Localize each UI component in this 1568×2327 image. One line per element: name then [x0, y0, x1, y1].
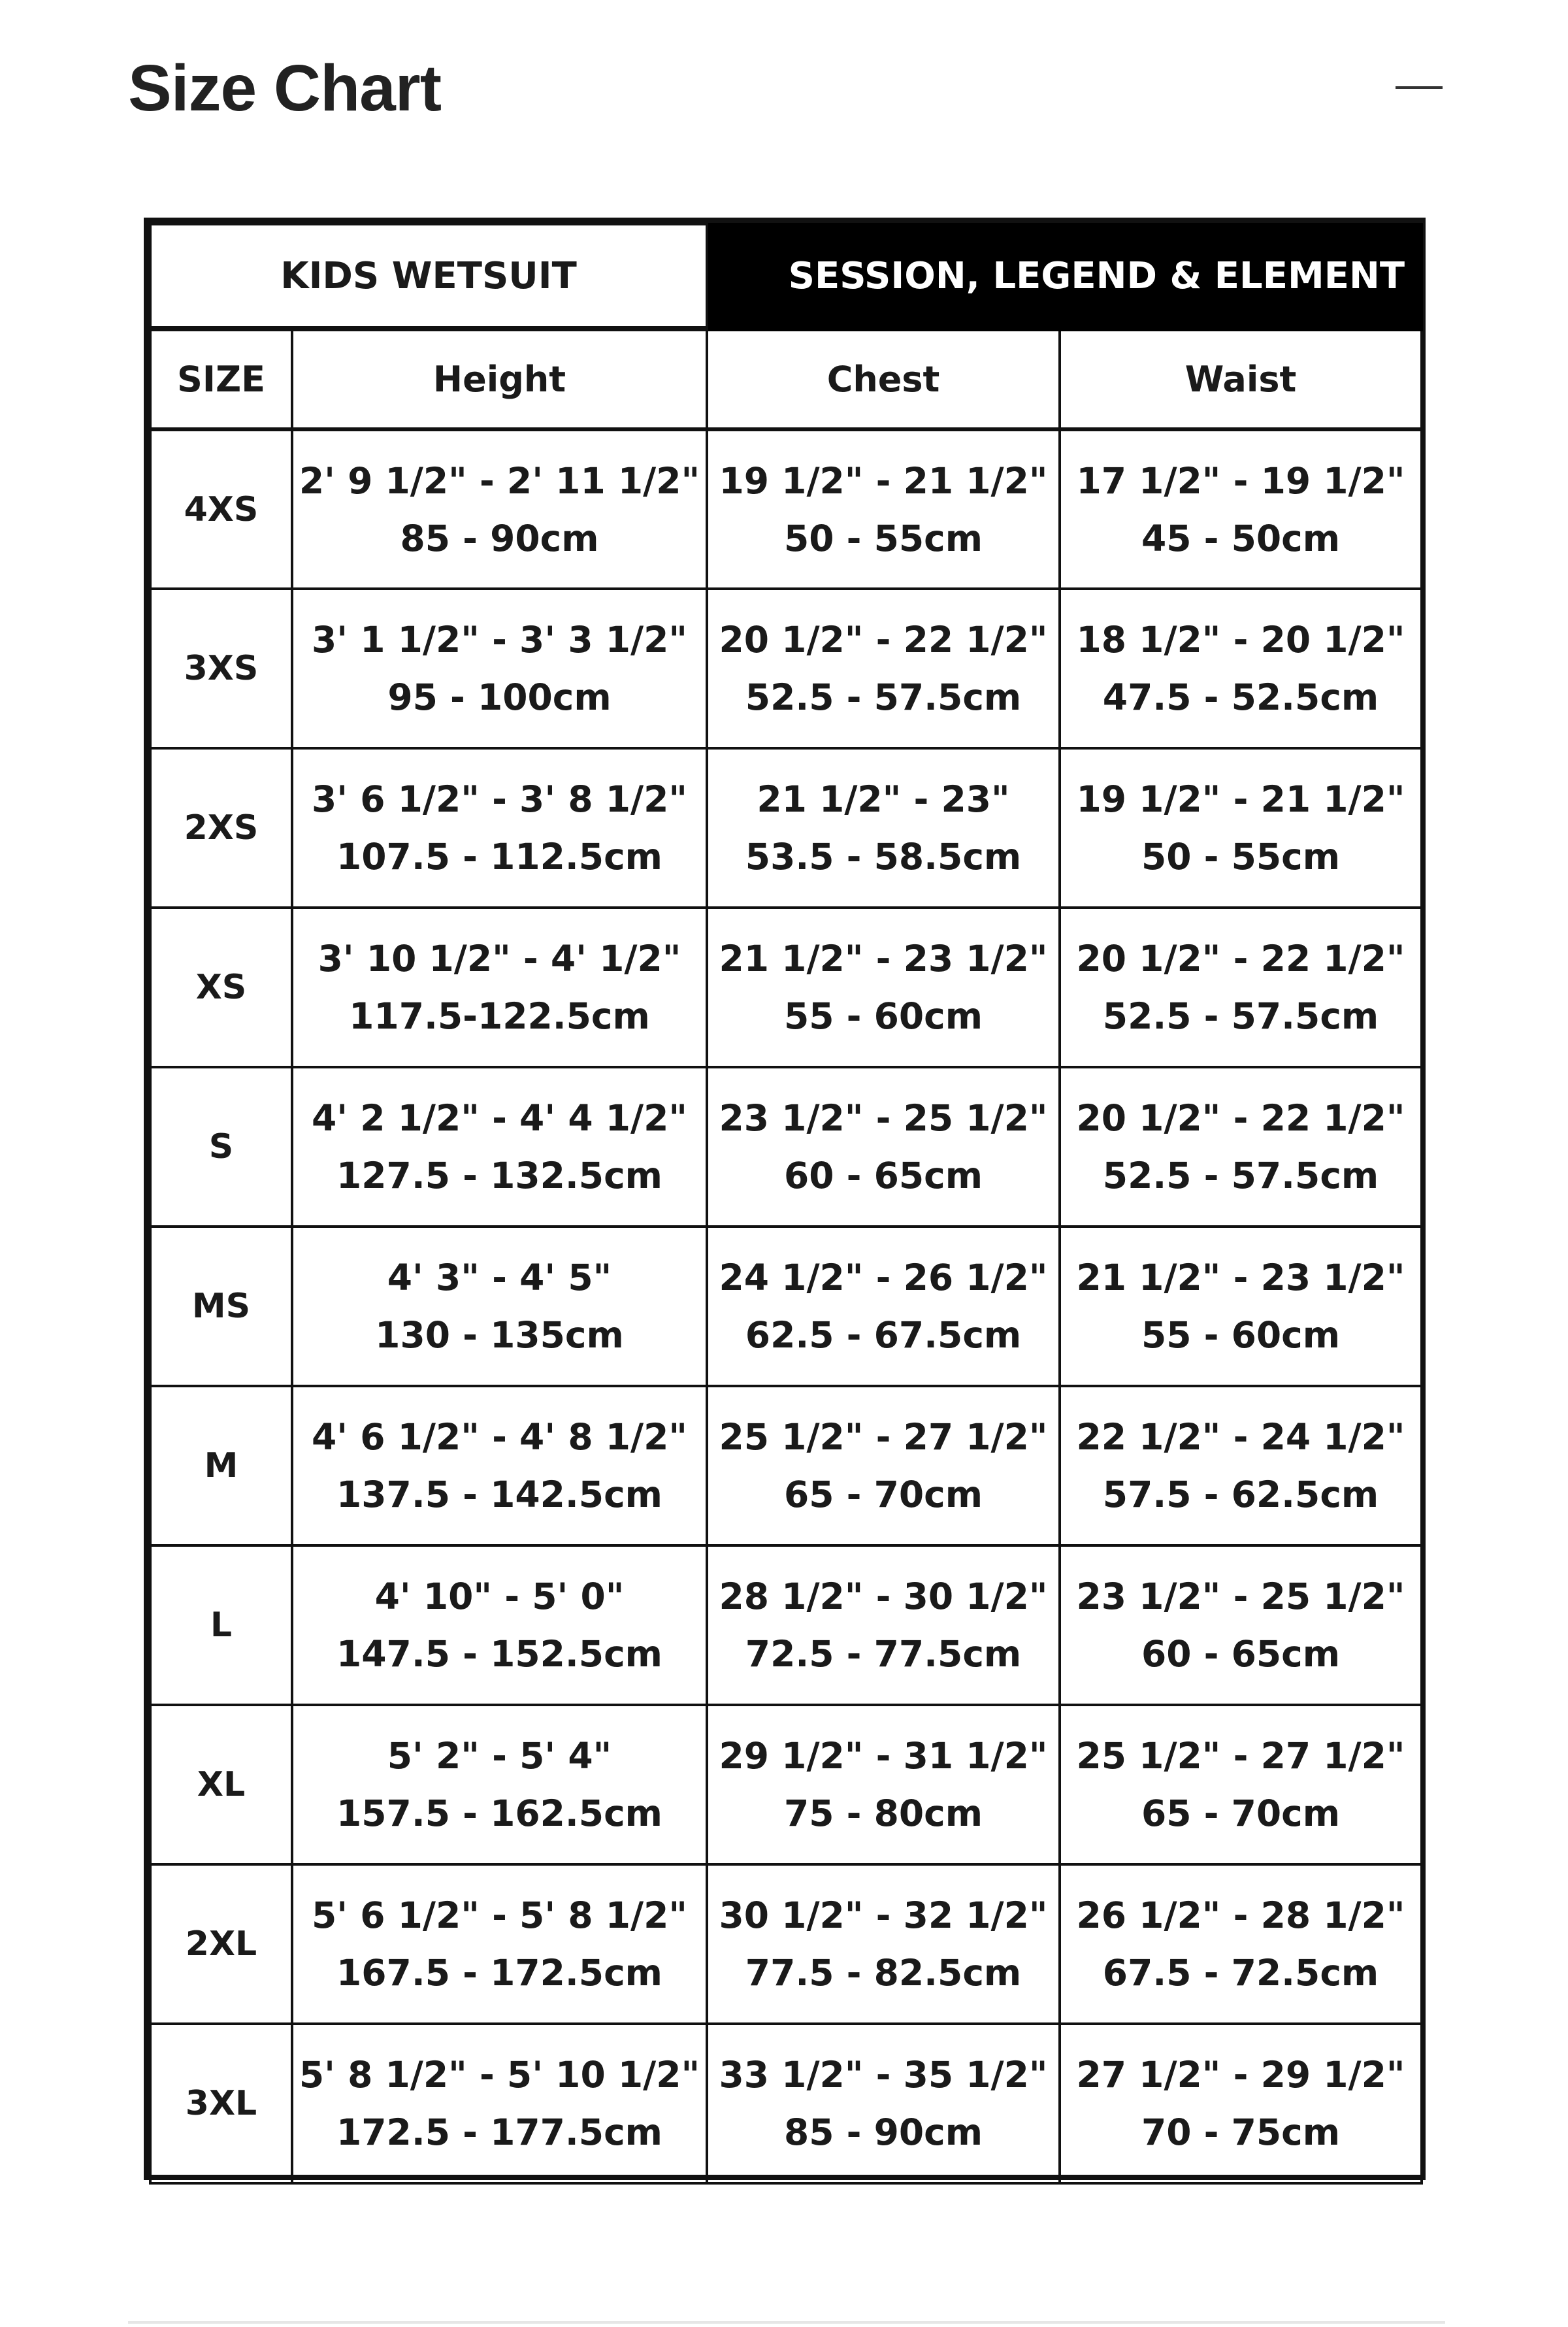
- height-cell: [292, 2024, 707, 2183]
- column-header-waist: Waist: [1060, 329, 1422, 429]
- waist-cell: [1060, 589, 1422, 748]
- chest-cell: [707, 1067, 1060, 1227]
- height-cell: [292, 1864, 707, 2024]
- chest-cell: [707, 2024, 1060, 2183]
- waist-centimeters: 52.5 - 57.5cm: [1102, 1155, 1379, 1197]
- height-centimeters: 130 - 135cm: [375, 1314, 624, 1356]
- waist-centimeters: 52.5 - 57.5cm: [1102, 995, 1379, 1037]
- chest-inches: 25 1/2" - 27 1/2": [719, 1416, 1048, 1458]
- chest-inches: 19 1/2" - 21 1/2": [719, 459, 1048, 502]
- height-centimeters: 167.5 - 172.5cm: [336, 1952, 662, 1994]
- height-inches: 4' 6 1/2" - 4' 8 1/2": [311, 1416, 688, 1458]
- waist-centimeters: 57.5 - 62.5cm: [1102, 1474, 1379, 1515]
- size-label: 4XS: [150, 429, 292, 589]
- size-label: S: [150, 1067, 292, 1227]
- chest-cell: [707, 1864, 1060, 2024]
- chest-inches: 23 1/2" - 25 1/2": [719, 1097, 1048, 1139]
- size-label: XL: [150, 1705, 292, 1864]
- chest-centimeters: 60 - 65cm: [783, 1155, 983, 1197]
- waist-centimeters: 50 - 55cm: [1141, 836, 1341, 878]
- chest-inches: 21 1/2" - 23": [757, 778, 1010, 820]
- height-inches: 5' 6 1/2" - 5' 8 1/2": [311, 1894, 688, 1936]
- height-centimeters: 157.5 - 162.5cm: [336, 1792, 662, 1834]
- chest-centimeters: 62.5 - 67.5cm: [745, 1314, 1022, 1356]
- chest-cell: [707, 908, 1060, 1067]
- chest-centimeters: 65 - 70cm: [783, 1474, 983, 1515]
- table-row: [150, 1705, 1422, 1864]
- waist-centimeters: 65 - 70cm: [1141, 1792, 1341, 1834]
- banner-product-lines: SESSION, LEGEND & ELEMENT: [707, 224, 1422, 329]
- waist-inches: 18 1/2" - 20 1/2": [1076, 619, 1405, 661]
- minus-icon: [1396, 86, 1443, 89]
- banner-kids-wetsuit: KIDS WETSUIT: [150, 224, 707, 329]
- column-header-height: Height: [292, 329, 707, 429]
- height-cell: [292, 589, 707, 748]
- height-centimeters: 117.5-122.5cm: [349, 995, 650, 1037]
- height-centimeters: 127.5 - 132.5cm: [336, 1155, 662, 1197]
- waist-inches: 21 1/2" - 23 1/2": [1076, 1257, 1405, 1298]
- waist-centimeters: 47.5 - 52.5cm: [1102, 676, 1379, 718]
- height-cell: [292, 1067, 707, 1227]
- chest-centimeters: 55 - 60cm: [783, 995, 983, 1037]
- size-label: XS: [150, 908, 292, 1067]
- waist-inches: 27 1/2" - 29 1/2": [1076, 2054, 1405, 2096]
- waist-inches: 20 1/2" - 22 1/2": [1076, 938, 1405, 980]
- height-cell: [292, 1227, 707, 1386]
- chest-inches: 30 1/2" - 32 1/2": [719, 1894, 1048, 1936]
- size-label: L: [150, 1545, 292, 1705]
- height-cell: [292, 1386, 707, 1545]
- height-inches: 4' 2 1/2" - 4' 4 1/2": [311, 1097, 688, 1139]
- chest-inches: 20 1/2" - 22 1/2": [719, 619, 1048, 661]
- height-inches: 4' 3" - 4' 5": [387, 1257, 612, 1298]
- chest-centimeters: 85 - 90cm: [783, 2111, 983, 2153]
- size-label: 3XL: [150, 2024, 292, 2183]
- column-header-size: SIZE: [150, 329, 292, 429]
- waist-cell: [1060, 1386, 1422, 1545]
- chest-cell: [707, 429, 1060, 589]
- waist-cell: [1060, 908, 1422, 1067]
- table-row: [150, 1545, 1422, 1705]
- height-inches: 2' 9 1/2" - 2' 11 1/2": [299, 459, 700, 502]
- page-title: Size Chart: [128, 52, 442, 125]
- height-cell: [292, 1705, 707, 1864]
- waist-cell: [1060, 748, 1422, 908]
- waist-cell: [1060, 2024, 1422, 2183]
- size-label: M: [150, 1386, 292, 1545]
- table-row: [150, 908, 1422, 1067]
- height-centimeters: 107.5 - 112.5cm: [336, 836, 662, 878]
- waist-cell: [1060, 1705, 1422, 1864]
- waist-inches: 17 1/2" - 19 1/2": [1076, 459, 1405, 502]
- height-cell: [292, 429, 707, 589]
- chest-inches: 24 1/2" - 26 1/2": [719, 1257, 1048, 1298]
- chest-centimeters: 50 - 55cm: [783, 517, 983, 559]
- waist-inches: 23 1/2" - 25 1/2": [1076, 1576, 1405, 1617]
- chest-cell: [707, 589, 1060, 748]
- size-label: 2XS: [150, 748, 292, 908]
- height-centimeters: 172.5 - 177.5cm: [336, 2111, 662, 2153]
- height-cell: [292, 748, 707, 908]
- size-label: MS: [150, 1227, 292, 1386]
- table-row: [150, 1067, 1422, 1227]
- table-row: [150, 748, 1422, 908]
- waist-centimeters: 45 - 50cm: [1141, 517, 1341, 559]
- waist-centimeters: 70 - 75cm: [1141, 2111, 1341, 2153]
- chest-inches: 29 1/2" - 31 1/2": [719, 1735, 1048, 1777]
- waist-centimeters: 55 - 60cm: [1141, 1314, 1341, 1356]
- size-label: 2XL: [150, 1864, 292, 2024]
- chest-inches: 28 1/2" - 30 1/2": [719, 1576, 1048, 1617]
- height-inches: 5' 2" - 5' 4": [387, 1735, 612, 1777]
- chest-centimeters: 72.5 - 77.5cm: [745, 1633, 1022, 1675]
- chest-centimeters: 77.5 - 82.5cm: [745, 1952, 1022, 1994]
- waist-cell: [1060, 1864, 1422, 2024]
- column-header-row: [150, 329, 1422, 429]
- chest-cell: [707, 1545, 1060, 1705]
- height-centimeters: 147.5 - 152.5cm: [336, 1633, 662, 1675]
- height-cell: [292, 1545, 707, 1705]
- height-inches: 5' 8 1/2" - 5' 10 1/2": [299, 2054, 700, 2096]
- chest-cell: [707, 748, 1060, 908]
- chest-cell: [707, 1227, 1060, 1386]
- chest-centimeters: 75 - 80cm: [783, 1792, 983, 1834]
- height-inches: 3' 6 1/2" - 3' 8 1/2": [311, 778, 688, 820]
- chest-inches: 33 1/2" - 35 1/2": [719, 2054, 1048, 2096]
- waist-cell: [1060, 1067, 1422, 1227]
- waist-cell: [1060, 1227, 1422, 1386]
- divider: [128, 2321, 1445, 2324]
- chest-inches: 21 1/2" - 23 1/2": [719, 938, 1048, 980]
- height-centimeters: 95 - 100cm: [387, 676, 612, 718]
- waist-cell: [1060, 1545, 1422, 1705]
- waist-centimeters: 67.5 - 72.5cm: [1102, 1952, 1379, 1994]
- banner-row: [150, 224, 1422, 329]
- height-inches: 3' 10 1/2" - 4' 1/2": [318, 938, 681, 980]
- waist-inches: 20 1/2" - 22 1/2": [1076, 1097, 1405, 1139]
- waist-inches: 25 1/2" - 27 1/2": [1076, 1735, 1405, 1777]
- table-row: [150, 1864, 1422, 2024]
- size-label: 3XS: [150, 589, 292, 748]
- height-inches: 4' 10" - 5' 0": [374, 1576, 625, 1617]
- table-row: [150, 429, 1422, 589]
- size-chart-header[interactable]: [128, 46, 1445, 131]
- waist-inches: 26 1/2" - 28 1/2": [1076, 1894, 1405, 1936]
- table-row: [150, 2024, 1422, 2183]
- chest-centimeters: 52.5 - 57.5cm: [745, 676, 1022, 718]
- column-header-chest: Chest: [707, 329, 1060, 429]
- height-centimeters: 85 - 90cm: [400, 517, 599, 559]
- waist-cell: [1060, 429, 1422, 589]
- waist-inches: 19 1/2" - 21 1/2": [1076, 778, 1405, 820]
- table-row: [150, 1386, 1422, 1545]
- waist-centimeters: 60 - 65cm: [1141, 1633, 1341, 1675]
- height-inches: 3' 1 1/2" - 3' 3 1/2": [311, 619, 688, 661]
- collapse-button[interactable]: [1393, 72, 1445, 105]
- height-cell: [292, 908, 707, 1067]
- table-row: [150, 589, 1422, 748]
- size-chart-table: [144, 218, 1426, 2180]
- chest-cell: [707, 1386, 1060, 1545]
- chest-cell: [707, 1705, 1060, 1864]
- chest-centimeters: 53.5 - 58.5cm: [745, 836, 1022, 878]
- height-centimeters: 137.5 - 142.5cm: [336, 1474, 662, 1515]
- table-row: [150, 1227, 1422, 1386]
- waist-inches: 22 1/2" - 24 1/2": [1076, 1416, 1405, 1458]
